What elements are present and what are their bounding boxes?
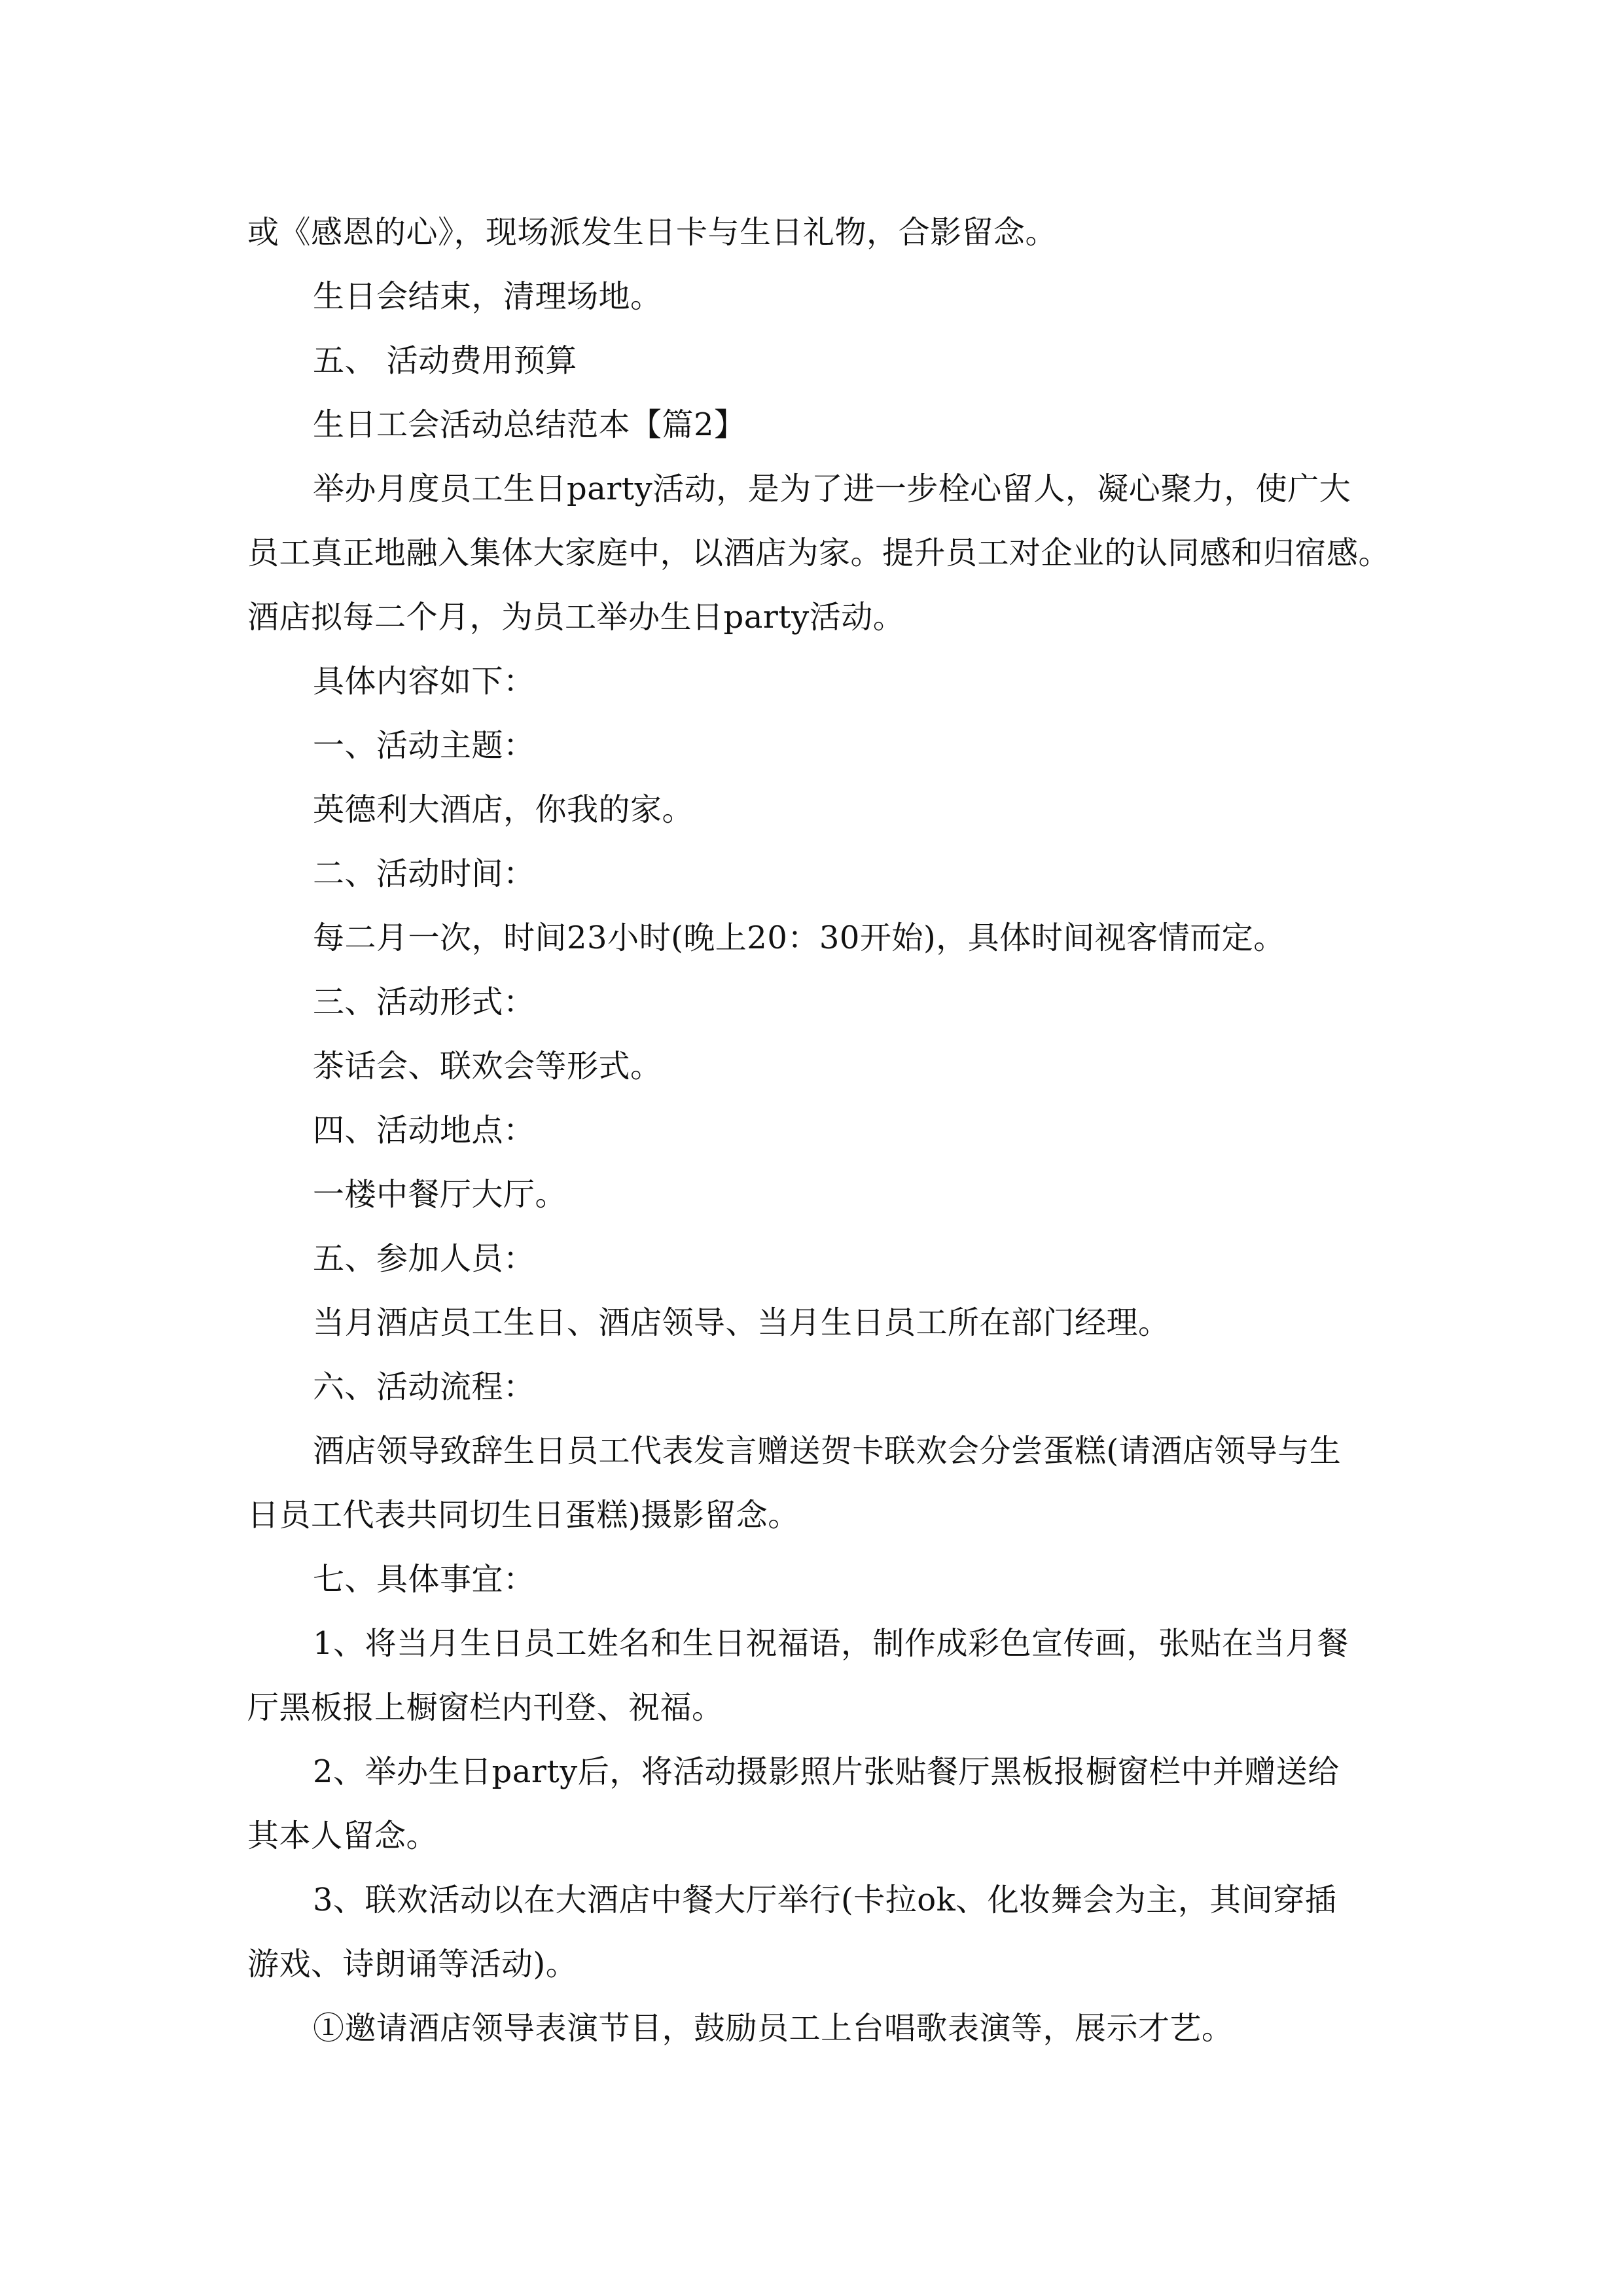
text-line: 或《感恩的心》，现场派发生日卡与生日礼物，合影留念。 bbox=[247, 214, 1058, 251]
section-heading: 四、活动地点： bbox=[313, 1112, 535, 1149]
section-heading: 一、活动主题： bbox=[313, 727, 535, 764]
section-heading: 六、活动流程： bbox=[313, 1369, 535, 1405]
text-line: 日员工代表共同切生日蛋糕)摄影留念。 bbox=[247, 1497, 800, 1534]
text-line: ①邀请酒店领导表演节目，鼓励员工上台唱歌表演等，展示才艺。 bbox=[313, 2010, 1234, 2047]
section-heading: 二、活动时间： bbox=[313, 855, 535, 892]
text-line: 举办月度员工生日party活动，是为了进一步栓心留人，凝心聚力，使广大 bbox=[313, 471, 1351, 507]
text-line: 具体内容如下： bbox=[313, 663, 535, 700]
section-heading: 五、 活动费用预算 bbox=[313, 342, 577, 379]
text-line: 其本人留念。 bbox=[247, 1818, 438, 1854]
text-line: 酒店拟每二个月，为员工举办生日party活动。 bbox=[247, 599, 905, 636]
text-line: 生日会结束，清理场地。 bbox=[313, 278, 662, 315]
text-line: 英德利大酒店，你我的家。 bbox=[313, 791, 694, 828]
text-line: 厅黑板报上橱窗栏内刊登、祝福。 bbox=[247, 1689, 724, 1726]
text-line: 茶话会、联欢会等形式。 bbox=[313, 1048, 662, 1085]
text-line: 3、联欢活动以在大酒店中餐大厅举行(卡拉ok、化妆舞会为主，其间穿插 bbox=[313, 1882, 1337, 1918]
text-line: 2、举办生日party后，将活动摄影照片张贴餐厅黑板报橱窗栏中并赠送给 bbox=[313, 1753, 1340, 1790]
section-heading: 七、具体事宜： bbox=[313, 1561, 535, 1598]
text-line: 游戏、诗朗诵等活动)。 bbox=[247, 1946, 578, 1982]
text-line: 员工真正地融入集体大家庭中，以酒店为家。提升员工对企业的认同感和归宿感。 bbox=[247, 535, 1391, 571]
section-heading: 三、活动形式： bbox=[313, 984, 535, 1020]
text-line: 1、将当月生日员工姓名和生日祝福语，制作成彩色宣传画，张贴在当月餐 bbox=[313, 1625, 1349, 1662]
text-line: 当月酒店员工生日、酒店领导、当月生日员工所在部门经理。 bbox=[313, 1304, 1170, 1341]
article-title: 生日工会活动总结范本【篇2】 bbox=[313, 406, 746, 443]
text-line: 每二月一次，时间23小时(晚上20：30开始)，具体时间视客情而定。 bbox=[313, 920, 1285, 956]
section-heading: 五、参加人员： bbox=[313, 1240, 535, 1277]
text-line: 一楼中餐厅大厅。 bbox=[313, 1176, 567, 1213]
text-line: 酒店领导致辞生日员工代表发言赠送贺卡联欢会分尝蛋糕(请酒店领导与生 bbox=[313, 1433, 1342, 1469]
